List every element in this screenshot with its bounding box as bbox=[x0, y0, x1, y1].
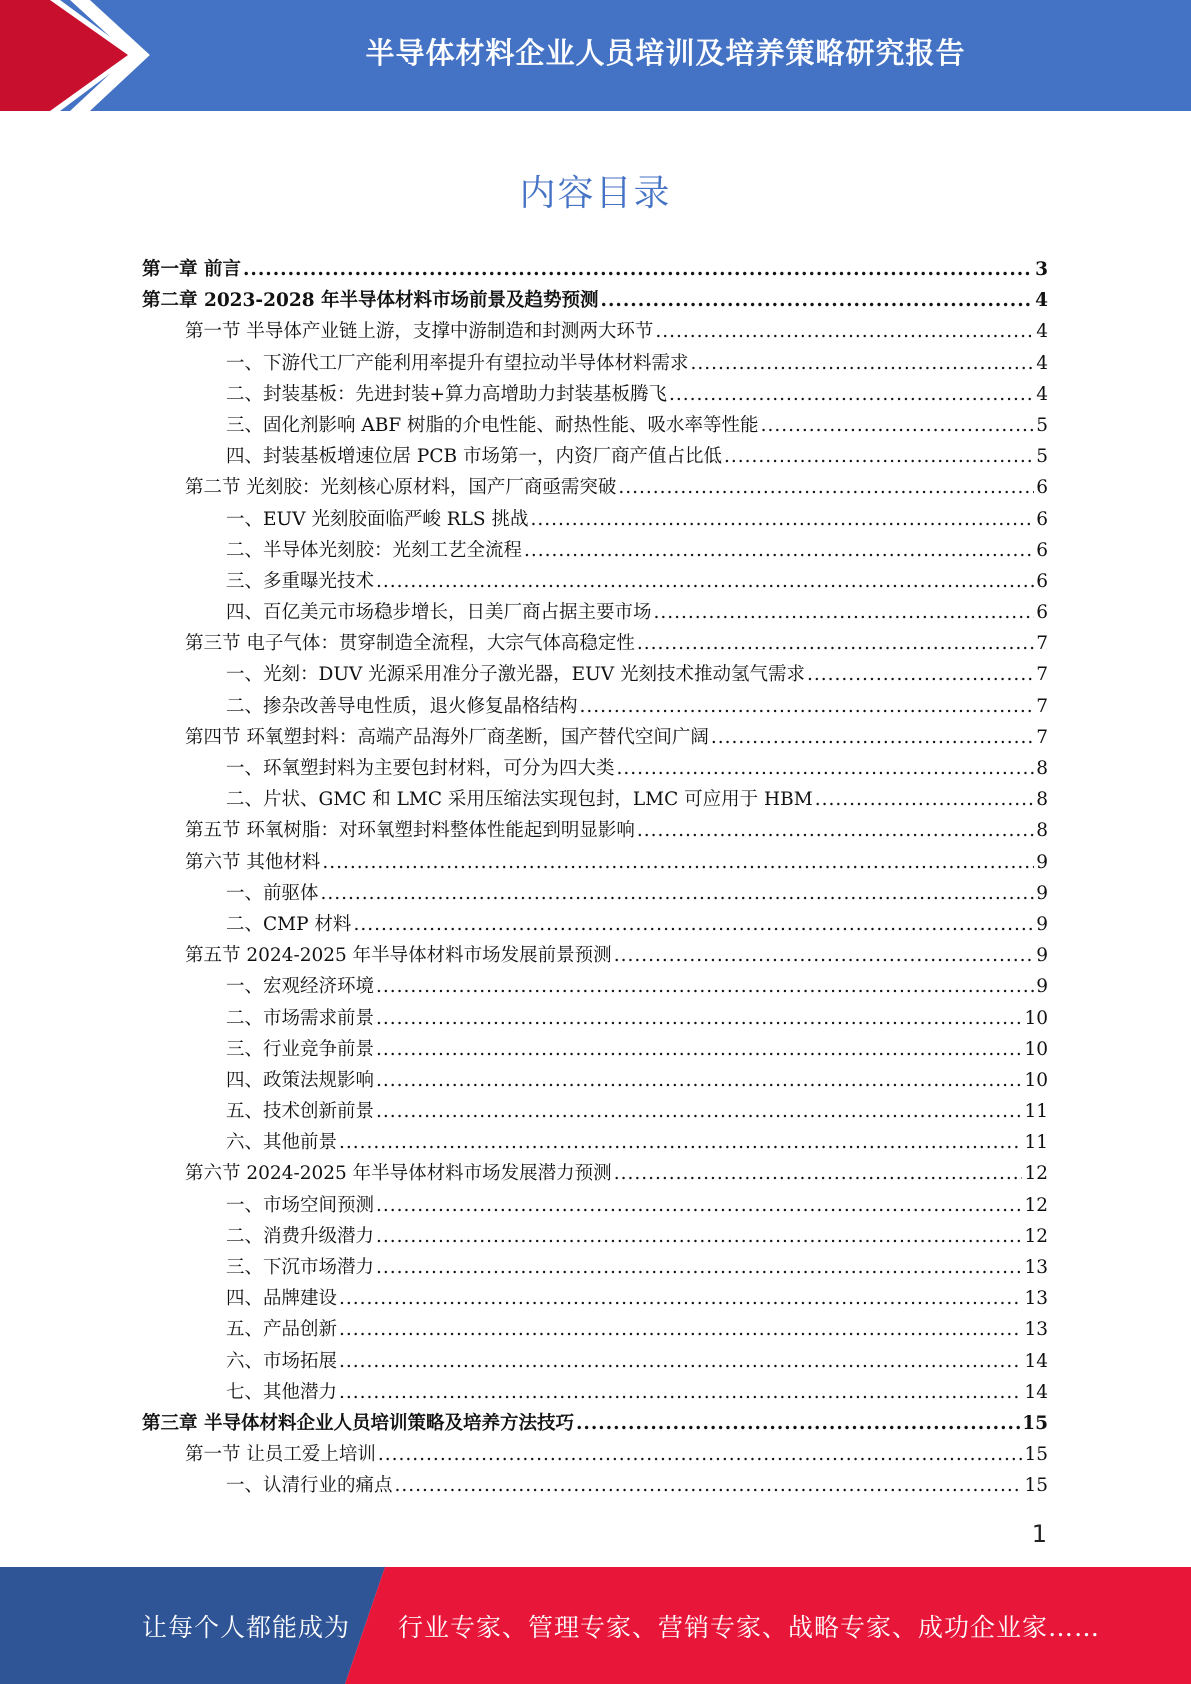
toc-entry-title: 第六节 2024-2025 年半导体材料市场发展潜力预测 bbox=[185, 1163, 612, 1185]
footer-slogan-left: 让每个人都能成为 bbox=[142, 1612, 351, 1642]
toc-entry-page: 4 bbox=[1036, 383, 1048, 405]
toc-entry[interactable] bbox=[142, 1470, 1048, 1501]
toc-entry[interactable] bbox=[142, 815, 1048, 846]
toc-entry-page: 14 bbox=[1024, 1381, 1048, 1403]
toc-entry-title: 二、市场需求前景 bbox=[226, 1007, 375, 1029]
toc-entry-title: 六、市场拓展 bbox=[226, 1350, 338, 1372]
toc-entry-page: 15 bbox=[1024, 1475, 1048, 1497]
table-of-contents bbox=[142, 254, 1048, 1502]
toc-leader-dots bbox=[339, 1127, 1022, 1158]
toc-entry-page: 12 bbox=[1024, 1163, 1048, 1185]
toc-entry-title: 三、固化剂影响 ABF 树脂的介电性能、耐热性能、吸水率等性能 bbox=[226, 414, 759, 436]
toc-entry-page: 8 bbox=[1036, 789, 1048, 811]
toc-leader-dots bbox=[815, 784, 1035, 815]
toc-leader-dots bbox=[353, 909, 1034, 940]
toc-entry-page: 4 bbox=[1036, 352, 1048, 374]
toc-entry-page: 7 bbox=[1036, 726, 1048, 748]
toc-leader-dots bbox=[669, 379, 1034, 410]
toc-entry-page: 4 bbox=[1035, 290, 1048, 312]
toc-leader-dots bbox=[655, 316, 1034, 347]
footer-banner bbox=[0, 1567, 1191, 1684]
toc-entry-title: 四、百亿美元市场稳步增长，日美厂商占据主要市场 bbox=[226, 602, 652, 624]
toc-leader-dots bbox=[376, 566, 1034, 597]
toc-entry[interactable] bbox=[142, 566, 1048, 597]
toc-entry-title: 一、认清行业的痛点 bbox=[226, 1475, 393, 1497]
toc-entry-title: 第二章 2023-2028 年半导体材料市场前景及趋势预测 bbox=[142, 290, 599, 312]
toc-entry-title: 第二节 光刻胶：光刻核心原材料，国产厂商亟需突破 bbox=[185, 477, 617, 499]
toc-entry-title: 第三节 电子气体：贯穿制造全流程，大宗气体高稳定性 bbox=[185, 633, 635, 655]
toc-entry-title: 第四节 环氧塑封料：高端产品海外厂商垄断，国产替代空间广阔 bbox=[185, 726, 709, 748]
toc-entry-page: 4 bbox=[1036, 321, 1048, 343]
toc-leader-dots bbox=[376, 1065, 1022, 1096]
toc-entry[interactable] bbox=[142, 1283, 1048, 1314]
toc-leader-dots bbox=[376, 971, 1034, 1002]
toc-entry-page: 6 bbox=[1036, 570, 1048, 592]
toc-entry-title: 一、EUV 光刻胶面临严峻 RLS 挑战 bbox=[226, 508, 529, 530]
toc-entry[interactable] bbox=[142, 1127, 1048, 1158]
toc-leader-dots bbox=[576, 1408, 1020, 1439]
toc-leader-dots bbox=[807, 659, 1034, 690]
toc-entry[interactable] bbox=[142, 316, 1048, 347]
report-title: 半导体材料企业人员培训及培养策略研究报告 bbox=[365, 36, 966, 70]
toc-entry[interactable] bbox=[142, 1221, 1048, 1252]
toc-entry-title: 三、多重曝光技术 bbox=[226, 570, 375, 592]
toc-entry[interactable] bbox=[142, 1003, 1048, 1034]
toc-leader-dots bbox=[376, 1003, 1022, 1034]
toc-entry-page: 7 bbox=[1036, 695, 1048, 717]
toc-entry[interactable] bbox=[142, 254, 1048, 285]
toc-leader-dots bbox=[243, 254, 1033, 285]
toc-entry-page: 10 bbox=[1024, 1069, 1048, 1091]
toc-leader-dots bbox=[376, 1252, 1022, 1283]
toc-entry[interactable] bbox=[142, 348, 1048, 379]
toc-entry[interactable] bbox=[142, 285, 1048, 316]
toc-entry[interactable] bbox=[142, 379, 1048, 410]
toc-entry[interactable] bbox=[142, 659, 1048, 690]
toc-entry[interactable] bbox=[142, 691, 1048, 722]
toc-entry-title: 二、掺杂改善导电性质，退火修复晶格结构 bbox=[226, 695, 578, 717]
toc-entry[interactable] bbox=[142, 753, 1048, 784]
toc-leader-dots bbox=[637, 815, 1034, 846]
toc-entry-title: 七、其他潜力 bbox=[226, 1381, 338, 1403]
toc-entry-title: 四、封装基板增速位居 PCB 市场第一，内资厂商产值占比低 bbox=[226, 446, 722, 468]
toc-entry-page: 9 bbox=[1036, 976, 1048, 998]
toc-entry[interactable] bbox=[142, 1158, 1048, 1189]
toc-entry-page: 11 bbox=[1024, 1132, 1048, 1154]
toc-entry-page: 6 bbox=[1036, 539, 1048, 561]
toc-entry-page: 9 bbox=[1036, 851, 1048, 873]
toc-entry[interactable] bbox=[142, 784, 1048, 815]
toc-entry-title: 第三章 半导体材料企业人员培训策略及培养方法技巧 bbox=[142, 1412, 574, 1434]
toc-entry-page: 13 bbox=[1024, 1288, 1048, 1310]
toc-entry-title: 第五节 2024-2025 年半导体材料市场发展前景预测 bbox=[185, 945, 612, 967]
toc-leader-dots bbox=[761, 410, 1035, 441]
toc-entry-title: 四、政策法规影响 bbox=[226, 1069, 375, 1091]
toc-leader-dots bbox=[617, 753, 1035, 784]
toc-leader-dots bbox=[524, 535, 1034, 566]
toc-entry-title: 四、品牌建设 bbox=[226, 1288, 338, 1310]
toc-entry[interactable] bbox=[142, 1065, 1048, 1096]
toc-entry[interactable] bbox=[142, 722, 1048, 753]
toc-entry[interactable] bbox=[142, 410, 1048, 441]
toc-entry[interactable] bbox=[142, 1408, 1048, 1439]
toc-entry-title: 一、光刻：DUV 光源采用准分子激光器，EUV 光刻技术推动氢气需求 bbox=[226, 664, 806, 686]
toc-entry-title: 二、CMP 材料 bbox=[226, 913, 352, 935]
toc-entry-page: 10 bbox=[1024, 1007, 1048, 1029]
toc-entry[interactable] bbox=[142, 1314, 1048, 1345]
toc-entry[interactable] bbox=[142, 628, 1048, 659]
toc-entry[interactable] bbox=[142, 847, 1048, 878]
toc-entry-title: 二、消费升级潜力 bbox=[226, 1225, 375, 1247]
toc-leader-dots bbox=[376, 1096, 1022, 1127]
toc-entry-page: 7 bbox=[1036, 633, 1048, 655]
toc-leader-dots bbox=[601, 285, 1034, 316]
toc-leader-dots bbox=[339, 1377, 1022, 1408]
toc-entry-title: 五、技术创新前景 bbox=[226, 1101, 375, 1123]
toc-leader-dots bbox=[376, 1034, 1022, 1065]
toc-leader-dots bbox=[376, 1190, 1022, 1221]
toc-entry[interactable] bbox=[142, 878, 1048, 909]
toc-entry-title: 一、环氧塑封料为主要包封材料，可分为四大类 bbox=[226, 758, 615, 779]
toc-entry-title: 二、半导体光刻胶：光刻工艺全流程 bbox=[226, 539, 523, 561]
toc-entry[interactable] bbox=[142, 504, 1048, 535]
toc-entry[interactable] bbox=[142, 909, 1048, 940]
toc-entry-page: 6 bbox=[1036, 602, 1048, 624]
toc-leader-dots bbox=[322, 847, 1034, 878]
toc-entry[interactable] bbox=[142, 1346, 1048, 1377]
toc-entry[interactable] bbox=[142, 1034, 1048, 1065]
toc-entry[interactable] bbox=[142, 1377, 1048, 1408]
toc-heading: 内容目录 bbox=[519, 173, 672, 214]
toc-leader-dots bbox=[637, 628, 1034, 659]
toc-entry[interactable] bbox=[142, 472, 1048, 503]
toc-entry-page: 12 bbox=[1024, 1225, 1048, 1247]
header-banner bbox=[0, 0, 1191, 111]
toc-leader-dots bbox=[691, 348, 1035, 379]
toc-entry-page: 14 bbox=[1024, 1350, 1048, 1372]
toc-leader-dots bbox=[614, 1158, 1023, 1189]
toc-leader-dots bbox=[395, 1470, 1023, 1501]
toc-entry-title: 二、封装基板：先进封装+算力高增助力封装基板腾飞 bbox=[226, 383, 668, 405]
toc-entry-page: 5 bbox=[1036, 414, 1048, 436]
toc-leader-dots bbox=[321, 878, 1035, 909]
toc-entry-page: 8 bbox=[1036, 758, 1048, 779]
toc-leader-dots bbox=[339, 1314, 1022, 1345]
page-number: 1 bbox=[1031, 1520, 1047, 1548]
toc-leader-dots bbox=[580, 691, 1035, 722]
toc-entry-page: 9 bbox=[1036, 913, 1048, 935]
toc-entry-title: 第一节 半导体产业链上游，支撑中游制造和封测两大环节 bbox=[185, 321, 654, 343]
toc-entry-page: 13 bbox=[1024, 1257, 1048, 1278]
toc-leader-dots bbox=[618, 472, 1034, 503]
toc-entry-title: 六、其他前景 bbox=[226, 1132, 338, 1154]
toc-entry[interactable] bbox=[142, 1439, 1048, 1470]
toc-entry-title: 三、下沉市场潜力 bbox=[226, 1257, 375, 1278]
toc-entry-title: 一、市场空间预测 bbox=[226, 1194, 375, 1216]
footer-slogan-right: 行业专家、管理专家、营销专家、战略专家、成功企业家…… bbox=[398, 1612, 1101, 1642]
toc-entry[interactable] bbox=[142, 1252, 1048, 1283]
toc-leader-dots bbox=[654, 597, 1035, 628]
toc-entry-page: 13 bbox=[1024, 1319, 1048, 1341]
toc-leader-dots bbox=[339, 1346, 1022, 1377]
toc-leader-dots bbox=[614, 940, 1035, 971]
toc-entry-page: 7 bbox=[1036, 664, 1048, 686]
toc-entry-page: 6 bbox=[1036, 508, 1048, 530]
toc-entry-page: 9 bbox=[1036, 945, 1048, 967]
toc-entry-page: 10 bbox=[1024, 1038, 1048, 1060]
toc-entry-page: 12 bbox=[1024, 1194, 1048, 1216]
toc-leader-dots bbox=[376, 1221, 1022, 1252]
toc-entry-page: 11 bbox=[1024, 1101, 1048, 1123]
toc-entry[interactable] bbox=[142, 441, 1048, 472]
toc-entry-page: 5 bbox=[1036, 446, 1048, 468]
toc-leader-dots bbox=[339, 1283, 1022, 1314]
toc-entry-title: 一、下游代工厂产能利用率提升有望拉动半导体材料需求 bbox=[226, 352, 689, 374]
toc-entry-title: 二、片状、GMC 和 LMC 采用压缩法实现包封，LMC 可应用于 HBM bbox=[226, 789, 813, 811]
toc-entry-page: 15 bbox=[1024, 1444, 1048, 1466]
toc-entry[interactable] bbox=[142, 1190, 1048, 1221]
toc-leader-dots bbox=[378, 1439, 1023, 1470]
toc-entry-page: 9 bbox=[1036, 882, 1048, 904]
toc-entry-page: 8 bbox=[1036, 820, 1048, 842]
toc-leader-dots bbox=[711, 722, 1034, 753]
toc-leader-dots bbox=[724, 441, 1034, 472]
toc-entry[interactable] bbox=[142, 940, 1048, 971]
toc-entry-page: 15 bbox=[1022, 1412, 1048, 1434]
toc-leader-dots bbox=[531, 504, 1035, 535]
toc-entry-title: 第一节 让员工爱上培训 bbox=[185, 1444, 376, 1466]
toc-entry[interactable] bbox=[142, 1096, 1048, 1127]
toc-entry-title: 第六节 其他材料 bbox=[185, 851, 321, 873]
toc-entry-title: 三、行业竞争前景 bbox=[226, 1038, 375, 1060]
toc-entry-page: 6 bbox=[1036, 477, 1048, 499]
toc-entry-title: 一、前驱体 bbox=[226, 882, 319, 904]
toc-entry[interactable] bbox=[142, 597, 1048, 628]
toc-entry-title: 五、产品创新 bbox=[226, 1319, 338, 1341]
toc-entry-page: 3 bbox=[1035, 259, 1048, 280]
toc-entry-title: 一、宏观经济环境 bbox=[226, 976, 375, 998]
toc-entry[interactable] bbox=[142, 971, 1048, 1002]
toc-entry[interactable] bbox=[142, 535, 1048, 566]
toc-entry-title: 第一章 前言 bbox=[142, 259, 241, 280]
toc-entry-title: 第五节 环氧树脂：对环氧塑封料整体性能起到明显影响 bbox=[185, 820, 635, 842]
